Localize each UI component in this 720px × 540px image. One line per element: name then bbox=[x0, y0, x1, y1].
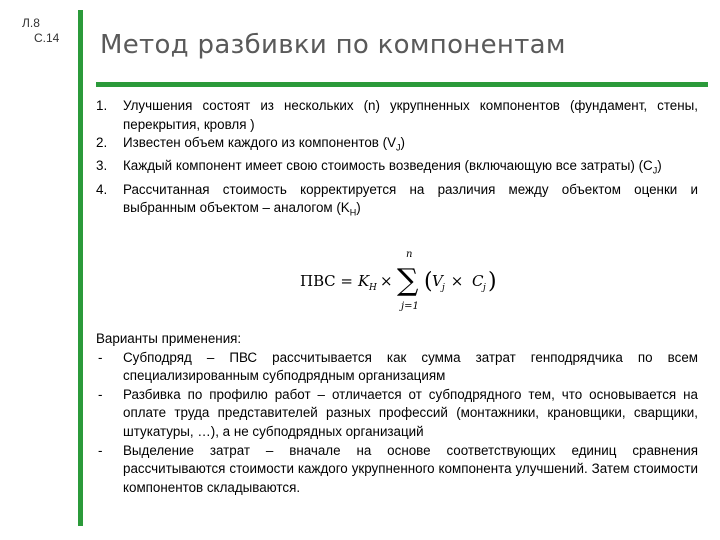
formula bbox=[300, 246, 510, 312]
formula-lhs: ПВС = bbox=[300, 272, 353, 290]
list-item-3 bbox=[96, 157, 698, 180]
formula-close-paren: ) bbox=[488, 269, 497, 294]
slide-title: Метод разбивки по компонентам bbox=[100, 30, 566, 60]
list-number: 2. bbox=[96, 135, 108, 151]
slide-reference bbox=[22, 16, 59, 46]
dash-marker: - bbox=[98, 386, 103, 402]
formula-times-2: × bbox=[446, 272, 469, 290]
variant-item-2 bbox=[96, 386, 698, 442]
sum-symbol: ∑ bbox=[397, 263, 419, 298]
formula-times: × bbox=[380, 272, 393, 290]
list-number: 4. bbox=[96, 181, 108, 197]
list-text-tail: ) bbox=[400, 135, 405, 151]
formula-sum-upper: n bbox=[406, 249, 413, 260]
list-text: Рассчитанная стоимость корректируется на различия между объектом оценки и выбранным объектом – аналогом (K bbox=[123, 181, 698, 216]
list-text: Улучшения состоят из нескольких (n) укрупненных компонентов (фундамент, стены, перекрытия, кровля ) bbox=[123, 98, 698, 132]
list-text-tail: ) bbox=[356, 200, 361, 216]
formula-v: V bbox=[432, 272, 443, 290]
lecture-number: Л.8 bbox=[22, 16, 40, 30]
subscript: J bbox=[396, 142, 401, 153]
formula-c-sub: j bbox=[483, 283, 486, 293]
list-number: 3. bbox=[96, 158, 108, 174]
variant-text: Субподряд – ПВС рассчитывается как сумма затрат генподрядчика по всем специализированным субподрядным организациям bbox=[123, 349, 698, 384]
subscript: J bbox=[652, 166, 658, 177]
formula-k: K bbox=[358, 272, 370, 290]
formula-c: C bbox=[472, 272, 484, 290]
formula-v-sub: j bbox=[442, 283, 445, 293]
formula-sum-lower: j=1 bbox=[401, 301, 419, 312]
variants-section bbox=[96, 330, 698, 497]
horizontal-accent-bar bbox=[96, 82, 708, 87]
list-item-4 bbox=[96, 181, 698, 223]
list-text: Известен объем каждого из компонентов (V bbox=[123, 135, 396, 151]
list-text: Каждый компонент имеет свою стоимость возведения (включающую все затраты) (C bbox=[123, 158, 653, 174]
formula-open-paren: ( bbox=[424, 269, 433, 294]
page-number: С.14 bbox=[34, 31, 60, 45]
subscript: H bbox=[349, 207, 357, 218]
list-item-1 bbox=[96, 97, 698, 134]
formula-k-sub: H bbox=[369, 283, 377, 293]
variant-item-1 bbox=[96, 349, 698, 386]
list-text-tail: ) bbox=[657, 158, 662, 174]
list-number: 1. bbox=[96, 98, 108, 113]
vertical-accent-bar bbox=[78, 10, 83, 526]
variant-item-3 bbox=[96, 442, 698, 498]
dash-marker: - bbox=[98, 442, 103, 458]
variant-text: Выделение затрат – вначале на основе соответствующих единиц сравнения рассчитываются стоимости каждого укрупненного компонента улучшений. Затем стоимости компонентов складываются. bbox=[123, 442, 698, 495]
variant-text: Разбивка по профилю работ – отличается от субподрядного тем, что основывается на оплате труда представителей разных профессий (монтажники, крановщики, сварщики, штукатуры, …), а не субподрядных организаций bbox=[123, 386, 698, 439]
dash-marker: - bbox=[98, 349, 103, 365]
variants-heading: Варианты применения: bbox=[96, 331, 242, 346]
numbered-list bbox=[96, 97, 698, 223]
list-item-2 bbox=[96, 134, 698, 157]
